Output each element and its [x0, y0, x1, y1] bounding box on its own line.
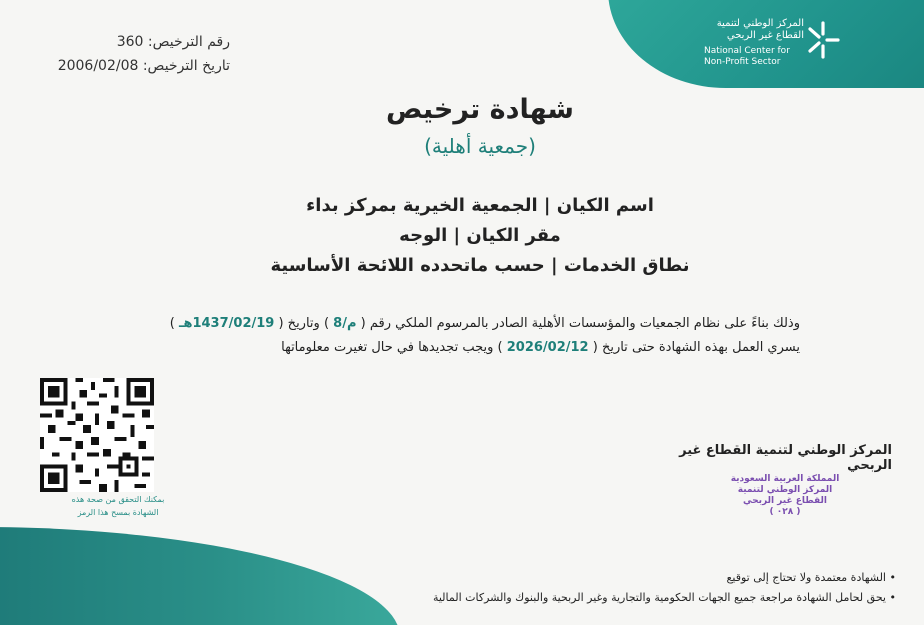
qr-caption — [66, 493, 170, 519]
stamp-line2: المركز الوطني لتنمية — [737, 485, 833, 495]
logo-ar-line2: القطاع غير الربحي — [726, 30, 804, 41]
qr-caption-line2: الشهادة بمسح هذا الرمز — [77, 508, 159, 517]
stamp-line4: ( ٠٢٨ ) — [769, 507, 801, 517]
logo-en-line2: Non-Profit Sector — [704, 57, 781, 67]
license-date: تاريخ الترخيص: 2006/02/08 — [57, 58, 230, 74]
entity-hq: مقر الكيان | الوجه — [399, 225, 561, 246]
decree-date: 1437/02/19هـ — [179, 316, 275, 331]
issuer-name: المركز الوطني لتنمية القطاع غير الربحي — [679, 443, 892, 473]
logo-english-text — [704, 46, 804, 68]
decree-line-2 — [100, 340, 800, 355]
entity-name: اسم الكيان | الجمعية الخيرية بمركز بداء — [306, 195, 654, 216]
decree-line-1 — [100, 316, 800, 331]
validity-end: ) ويجب تجديدها في حال تغيرت معلوماتها — [281, 340, 503, 355]
logo-arabic-text — [704, 18, 804, 42]
official-stamp — [720, 474, 850, 518]
bottom-left-decoration — [0, 527, 400, 625]
logo-en-line1: National Center for — [704, 46, 790, 56]
certificate-notes — [380, 568, 896, 608]
decree-line1-mid: ) وتاريخ ( — [278, 316, 330, 331]
stamp-line1: المملكة العربية السعودية — [730, 474, 840, 484]
decree-line1-end: ) — [169, 316, 175, 331]
license-number: رقم الترخيص: 360 — [116, 34, 230, 50]
license-info — [30, 30, 230, 78]
verification-qr-code[interactable] — [40, 378, 154, 492]
services-scope: نطاق الخدمات | حسب ماتحدده اللائحة الأساسية — [270, 255, 690, 276]
expiry-date: 2026/02/12 — [506, 340, 589, 355]
decree-number: م/8 — [333, 316, 357, 331]
stamp-line3: القطاع غير الربحي — [743, 496, 827, 506]
ncnp-logo-icon — [806, 20, 840, 60]
logo-ar-line1: المركز الوطني لتنمية — [716, 18, 804, 29]
note-item: • يحق لحامل الشهادة مراجعة جميع الجهات الحكومية والتجارية وغير الربحية والبنوك والشركات المالية — [380, 588, 896, 608]
ncnp-logo — [704, 14, 838, 76]
certificate-title: شهادة ترخيص — [386, 94, 574, 125]
decree-line1-text: وذلك بناءً على نظام الجمعيات والمؤسسات الأهلية الصادر بالمرسوم الملكي رقم ( — [360, 316, 800, 331]
certificate-subtitle: (جمعية أهلية) — [424, 134, 536, 158]
validity-text: يسري العمل بهذه الشهادة حتى تاريخ ( — [592, 340, 800, 355]
qr-caption-line1: بمكنك التحقق من صحة هذه — [71, 495, 165, 504]
note-item: • الشهادة معتمدة ولا تحتاج إلى توقيع — [380, 568, 896, 588]
